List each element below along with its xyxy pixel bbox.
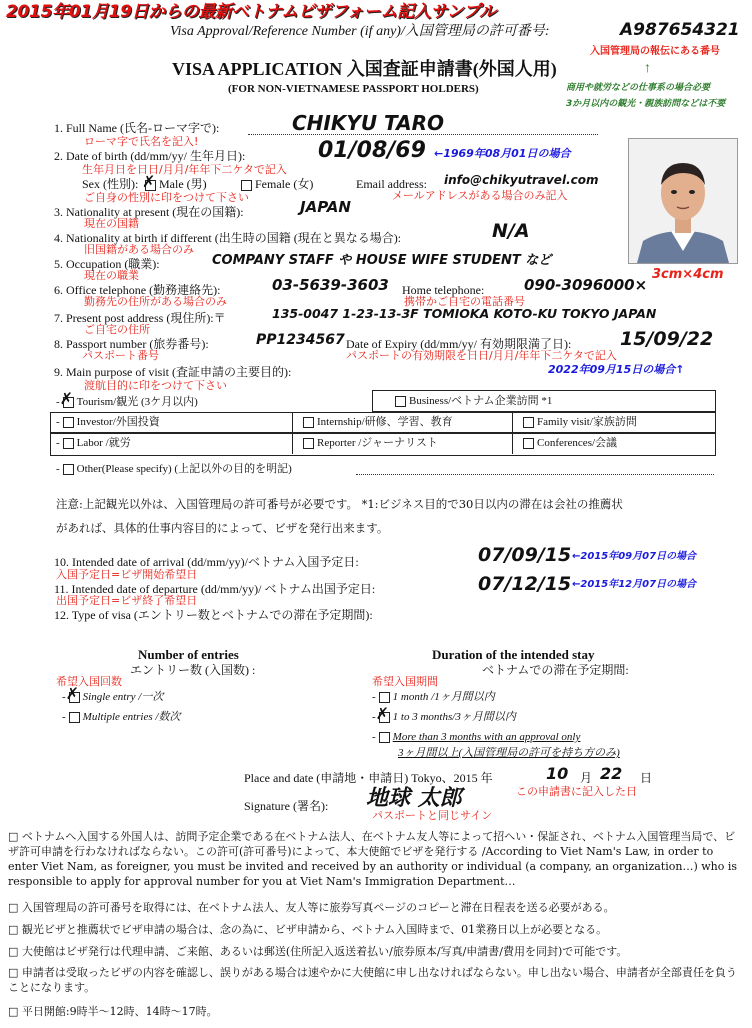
internship-checkbox[interactable] — [303, 417, 314, 428]
arrival-value[interactable]: 07/09/15 — [478, 544, 572, 566]
multiple-entry-label: Multiple entries /数次 — [82, 711, 181, 724]
approval-note: 入国管理局の報伝にある番号 — [590, 46, 720, 57]
internship-label: Internship/研修、学習、教育 — [317, 416, 453, 429]
business-label: Business/ベトナム企業訪問 *1 — [409, 395, 553, 408]
duration-over-3-months[interactable]: - More than 3 months with an approval only — [372, 731, 581, 744]
arrival-label: 10. Intended date of arrival (dd/mm/yy)/ベトナム入国予定日: — [54, 555, 359, 569]
business-checkbox[interactable] — [395, 396, 406, 407]
check-x-icon: ✗ — [65, 684, 80, 703]
conferences-checkbox[interactable] — [523, 438, 534, 449]
purpose-note: 渡航目的に印をつけて下さい — [84, 379, 227, 392]
over-three-months-label: More than 3 months with an approval only — [392, 731, 581, 744]
signature-value[interactable]: 地球 太郎 — [366, 786, 462, 811]
check-x-icon: ✗ — [142, 171, 156, 191]
purpose-other[interactable]: - Other(Please specify) (上記以外の目的を明記) — [56, 463, 292, 476]
month-value[interactable]: 10 — [546, 764, 569, 783]
sex-male-label: Male (男) — [159, 177, 207, 191]
nationality-label: 3. Nationality at present (現在の国籍): — [54, 205, 244, 219]
reporter-label: Reporter /ジャーナリスト — [317, 437, 438, 450]
approval-note-business: 商用や就労などの仕事系の場合必要 — [566, 83, 711, 93]
expiry-value[interactable]: 15/09/22 — [620, 328, 714, 350]
purpose-reporter[interactable] — [300, 438, 438, 449]
notice-line-2: があれば、具体的仕事内容目的によって、ビザを発行出来ます。 — [56, 521, 389, 535]
departure-label: 11. Intended date of departure (dd/mm/yy)/ ベトナム出国予定日: — [54, 582, 376, 596]
sex-male-option[interactable] — [142, 171, 207, 191]
birth-nationality-label: 4. Nationality at birth if different (出生時の国籍 (現在と異なる場合): — [54, 231, 402, 245]
arrival-example: ←2015年09月07日の場合 — [572, 551, 697, 562]
passport-label: 8. Passport number (旅券番号): — [54, 337, 209, 351]
purpose-labor[interactable]: - Labor /就労 — [56, 437, 131, 450]
one-month-checkbox[interactable] — [379, 692, 390, 703]
duration-heading: Duration of the intended stay — [432, 647, 595, 662]
over-three-months-note: 3ヶ月間以上(入国管理局の許可を持ち方のみ) — [398, 747, 620, 759]
family-checkbox[interactable] — [523, 417, 534, 428]
nationality-value[interactable]: JAPAN — [300, 198, 351, 216]
reporter-checkbox[interactable] — [303, 438, 314, 449]
office-phone-value[interactable]: 03-5639-3603 — [272, 276, 389, 294]
visa-type-label: 12. Type of visa (エントリー数とベトナムでの滞在予定期間): — [54, 608, 373, 622]
investor-label: Investor/外国投資 — [76, 416, 160, 429]
home-phone-value[interactable]: 090-3096000× — [524, 276, 648, 294]
day-value[interactable]: 22 — [600, 764, 623, 783]
date-note: この申請書に記入した日 — [516, 785, 637, 798]
passport-note: パスポート番号 — [82, 349, 159, 362]
up-arrow-icon: ↑ — [644, 61, 651, 76]
check-x-icon: ✗ — [375, 704, 390, 723]
tourism-label: Tourism/観光 (3ケ月以内) — [76, 396, 198, 409]
sex-note: ご自身の性別に印をつけて下さい — [84, 191, 249, 204]
over-three-months-checkbox[interactable] — [379, 732, 390, 743]
form-title: VISA APPLICATION 入国査証申請書(外国人用) — [172, 59, 557, 79]
other-label: Other(Please specify) (上記以外の目的を明記) — [76, 463, 292, 476]
purpose-family[interactable] — [520, 417, 637, 428]
labor-label: Labor /就労 — [76, 437, 131, 450]
one-month-label: 1 month /1ヶ月間以内 — [392, 691, 495, 704]
footer-note-3: □ 観光ビザと推薦状でビザ申請の場合は、念の為に、ビザ申請から、ベトナム入国時まで、01業務日以上が必要となる。 — [8, 923, 608, 936]
check-x-icon: ✗ — [59, 389, 74, 408]
home-phone-note: 携帯かご自宅の電話番号 — [404, 295, 525, 308]
photo-size-note: 3cm×4cm — [652, 267, 724, 282]
birth-nationality-note: 旧国籍がある場合のみ — [84, 243, 194, 256]
footer-note-6: □ 平日開館:9時半～12時、14時～17時。 — [8, 1005, 218, 1018]
male-checkbox[interactable] — [142, 171, 156, 191]
passport-value[interactable]: PP1234567 — [256, 332, 345, 348]
approval-note-tourism: 3か月以内の観光・親族訪問などは不要 — [566, 99, 726, 109]
three-months-label: 1 to 3 months/3ヶ月間以内 — [392, 711, 516, 724]
email-label: Email address: — [356, 177, 427, 191]
full-name-note: ローマ字で氏名を記入! — [84, 135, 199, 148]
home-phone-label: Home telephone: — [402, 283, 485, 297]
duration-1-month[interactable]: - 1 month /1ヶ月間以内 — [372, 691, 495, 704]
birth-nationality-value[interactable]: N/A — [492, 220, 530, 242]
entry-multiple[interactable]: - Multiple entries /数次 — [62, 711, 181, 724]
family-label: Family visit/家族訪問 — [537, 416, 637, 429]
arrival-note: 入国予定日=ビザ開始希望日 — [56, 568, 198, 581]
office-phone-note: 勤務先の住所がある場合のみ — [84, 295, 227, 308]
approval-value[interactable]: A987654321 — [620, 20, 740, 40]
signature-label: Signature (署名): — [244, 799, 329, 813]
month-unit: 月 — [580, 771, 593, 785]
purpose-investor[interactable]: - Investor/外国投資 — [56, 416, 160, 429]
email-value[interactable]: info@chikyutravel.com — [444, 173, 599, 187]
dob-value[interactable]: 01/08/69 — [318, 138, 426, 163]
conferences-label: Conferences/会議 — [537, 437, 618, 450]
purpose-label: 9. Main purpose of visit (査証申請の主要目的): — [54, 365, 292, 379]
sex-female-option[interactable] — [238, 178, 313, 191]
notice-line-1: 注意:上記観光以外は、入国管理局の許可番号が必要です。 *1:ビジネス目的で30日以内の滞在は会社の推薦状 — [56, 497, 623, 511]
labor-checkbox[interactable] — [63, 438, 74, 449]
occupation-label: 5. Occupation (職業): — [54, 257, 160, 271]
multiple-entry-checkbox[interactable] — [69, 712, 80, 723]
address-value[interactable]: 135-0047 1-23-13-3F TOMIOKA KOTO-KU TOKYO JAPAN — [272, 306, 657, 321]
purpose-conferences[interactable] — [520, 438, 617, 449]
nationality-note: 現在の国籍 — [84, 217, 139, 230]
dob-label: 2. Date of birth (dd/mm/yy/ 生年月日): — [54, 149, 246, 163]
duration-1-3-months[interactable]: - ✗ 1 to 3 months/3ヶ月間以内 — [372, 704, 516, 724]
occupation-value[interactable]: COMPANY STAFF や HOUSE WIFE STUDENT など — [212, 253, 552, 268]
departure-example: ←2015年12月07日の場合 — [572, 579, 697, 590]
entries-heading-jp: エントリー数 (入国数) : — [130, 663, 256, 677]
address-label: 7. Present post address (現住所):〒 — [54, 311, 226, 325]
place-date-label: Place and date (申請地・申請日) Tokyo、2015 年 — [244, 771, 493, 785]
dob-note: 生年月日を日日/月月/年年下二ケタで記入 — [82, 163, 287, 176]
purpose-internship[interactable] — [300, 417, 453, 428]
full-name-line — [248, 134, 598, 135]
single-entry-checkbox[interactable] — [65, 684, 80, 703]
email-note: メールアドレスがある場合のみ記入 — [392, 189, 568, 202]
form-subtitle: (FOR NON-VIETNAMESE PASSPORT HOLDERS) — [228, 83, 479, 95]
single-entry-label: Single entry /一次 — [82, 691, 164, 704]
footer-note-4: □ 大使館はビザ発行は代理申請、ご来館、あるいは郵送(住所記入返送着払い/旅券原本/写真/申請書/費用を同封)で可能です。 — [8, 945, 628, 958]
tourism-checkbox[interactable] — [59, 389, 74, 408]
address-note: ご自宅の住所 — [84, 323, 150, 336]
sex-label: Sex (性別): — [82, 177, 139, 191]
signature-note: パスポートと同じサイン — [372, 809, 493, 822]
expiry-label: Date of Expiry (dd/mm/yy/ 有効期限満了日): — [346, 337, 572, 351]
entries-heading: Number of entries — [138, 647, 239, 662]
other-specify-line[interactable] — [356, 474, 714, 475]
portrait-icon — [629, 139, 737, 263]
purpose-business[interactable] — [392, 396, 552, 407]
full-name-label: 1. Full Name (氏名-ローマ字で): — [54, 121, 220, 135]
purpose-tourism[interactable]: - ✗ Tourism/観光 (3ケ月以内) — [56, 389, 198, 409]
other-checkbox[interactable] — [63, 464, 74, 475]
footer-note-5: □ 申請者は受取ったビザの内容を確認し、誤りがある場合は速やかに大使館に申し出なければならない。申し出ない場合、申請者が全部責任を負うことになります。 — [8, 966, 737, 994]
banner-title: 2015年01月19日からの最新ベトナムビザフォーム記入サンプル — [6, 2, 496, 22]
office-phone-label: 6. Office telephone (勤務連絡先): — [54, 283, 221, 297]
expiry-example: 2022年09月15日の場合↑ — [548, 363, 685, 376]
three-months-checkbox[interactable] — [375, 704, 390, 723]
footer-note-1: □ ベトナムへ入国する外国人は、訪問予定企業である在ベトナム法人、在ベトナム友人等によって招へい・保証され、ベトナム入国管理当局で、ビザ許可申請を行わなければならない。この許可(許可番号)によって、本大使館でビザを発行する /According to Viet Nam's Law, in order to enter Viet Nam, as foreigner, you must be invited and received by an authority or individual (a company, an organization…) who is responsible to apply for approval number for you at Viet Nam's Immigration Department… — [8, 830, 738, 888]
departure-note: 出国予定日=ビザ終了希望日 — [56, 594, 198, 607]
full-name-value[interactable]: CHIKYU TARO — [292, 111, 445, 135]
sex-female-label: Female (女) — [255, 177, 314, 191]
female-checkbox[interactable] — [241, 180, 252, 191]
departure-value[interactable]: 07/12/15 — [478, 573, 572, 595]
entry-single[interactable]: - ✗ Single entry /一次 — [62, 684, 164, 704]
footer-note-2: □ 入国管理局の許可番号を取得には、在ベトナム法人、友人等に旅券写真ページのコピーと滞在日程表を送る必要がある。 — [8, 901, 615, 914]
entries-note: 希望入国回数 — [56, 675, 122, 688]
approval-label: Visa Approval/Reference Number (if any)/入国管理局の許可番号: — [170, 24, 550, 39]
dob-example: ←1969年08月01日の場合 — [434, 147, 571, 160]
day-unit: 日 — [640, 771, 653, 785]
expiry-note: パスポートの有効期限を日日/月月/年年下二ケタで記入 — [346, 349, 617, 362]
applicant-photo — [628, 138, 738, 264]
occupation-note: 現在の職業 — [84, 269, 139, 282]
investor-checkbox[interactable] — [63, 417, 74, 428]
duration-heading-jp: ベトナムでの滞在予定期間: — [482, 663, 629, 677]
duration-note: 希望入国期間 — [372, 675, 438, 688]
